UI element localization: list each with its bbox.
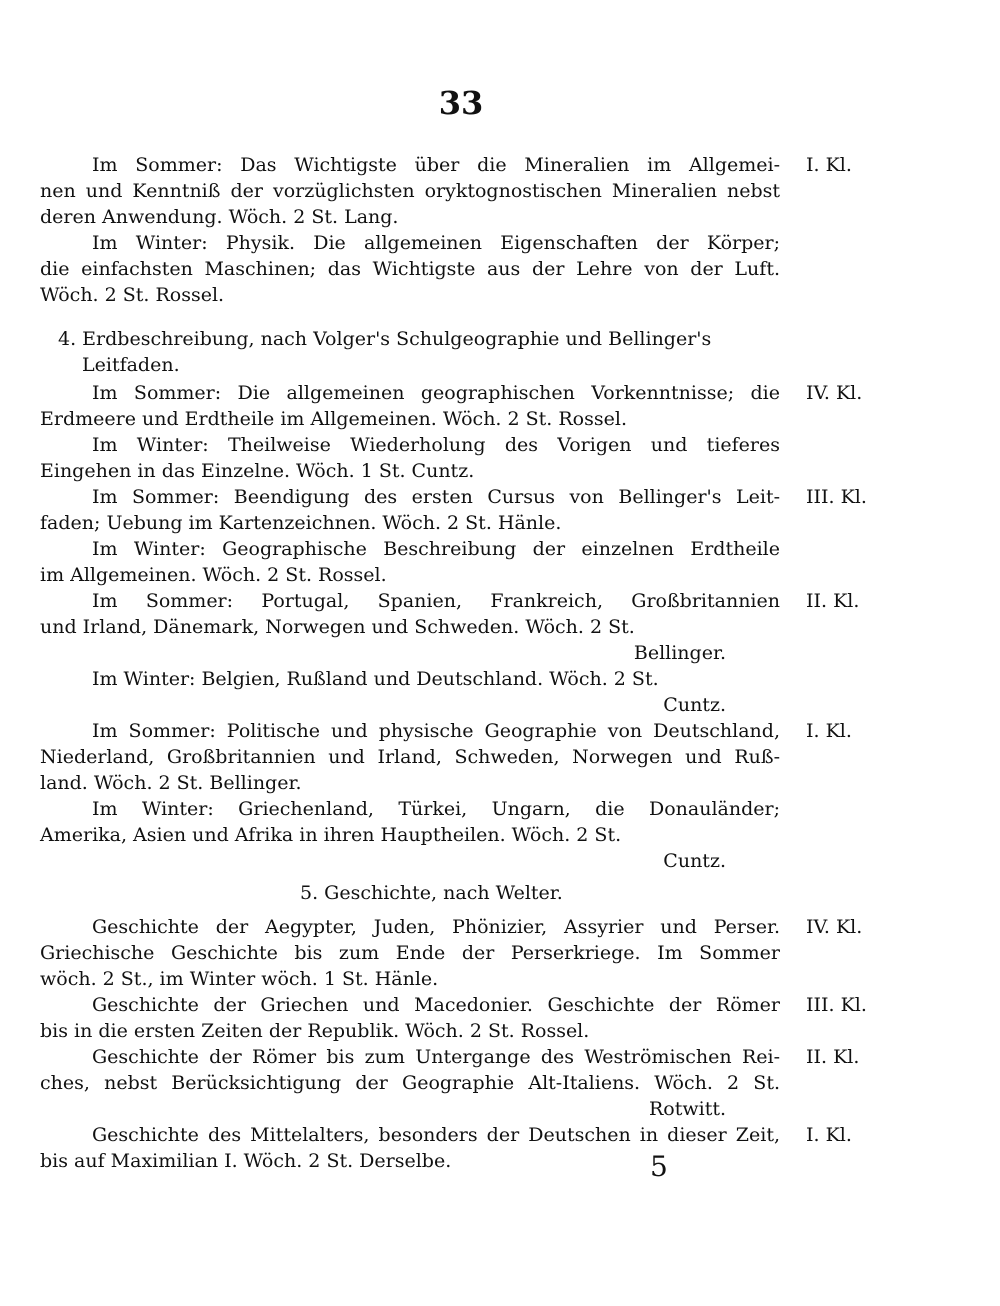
text-line: nen und Kenntniß der vorzüglichsten oryktognostischen Mineralien nebst <box>40 180 780 202</box>
text-line: deren Anwendung. Wöch. 2 St. Lang. <box>40 206 399 228</box>
text-line: im Allgemeinen. Wöch. 2 St. Rossel. <box>40 564 387 586</box>
text-line: Im Sommer: Politische und physische Geographie von Deutschland, <box>92 720 780 742</box>
text-line: Im Winter: Geographische Beschreibung der einzelnen Erdtheile <box>92 538 780 560</box>
text-line: Geschichte des Mittelalters, besonders der Deutschen in dieser Zeit, <box>92 1124 780 1146</box>
text-line: Im Sommer: Beendigung des ersten Cursus von Bellinger's Leit- <box>92 486 780 508</box>
class-label: IV. Kl. <box>806 382 863 404</box>
text-line: Im Winter: Theilweise Wiederholung des Vorigen und tieferes <box>92 434 780 456</box>
text-line: Wöch. 2 St. Rossel. <box>40 284 225 306</box>
text-line: Rotwitt. <box>648 1098 726 1120</box>
text-line: Eingehen in das Einzelne. Wöch. 1 St. Cuntz. <box>40 460 475 482</box>
section-heading-continued: Leitfaden. <box>82 354 180 376</box>
text-line: bis in die ersten Zeiten der Republik. Wöch. 2 St. Rossel. <box>40 1020 590 1042</box>
class-label: I. Kl. <box>806 154 852 176</box>
text-line: Bellinger. <box>633 642 726 664</box>
text-line: Geschichte der Aegypter, Juden, Phönizier, Assyrier und Perser. <box>92 916 780 938</box>
class-label: II. Kl. <box>806 590 860 612</box>
section-heading: 5. Geschichte, nach Welter. <box>300 882 563 904</box>
text-line: Im Sommer: Portugal, Spanien, Frankreich, Großbritannien <box>92 590 780 612</box>
class-label: III. Kl. <box>806 994 867 1016</box>
text-line: Im Winter: Griechenland, Türkei, Ungarn, die Donauländer; <box>92 798 780 820</box>
text-line: ches, nebst Berücksichtigung der Geographie Alt-Italiens. Wöch. 2 St. <box>40 1072 780 1094</box>
page-number: 33 <box>438 84 484 122</box>
class-label: III. Kl. <box>806 486 867 508</box>
text-line: bis auf Maximilian I. Wöch. 2 St. Derselbe. <box>40 1150 452 1172</box>
text-line: Cuntz. <box>663 850 726 872</box>
text-line: Im Sommer: Das Wichtigste über die Mineralien im Allgemei- <box>92 154 780 176</box>
text-line: land. Wöch. 2 St. Bellinger. <box>40 772 302 794</box>
text-line: wöch. 2 St., im Winter wöch. 1 St. Hänle. <box>40 968 439 990</box>
text-line: Niederland, Großbritannien und Irland, Schweden, Norwegen und Ruß- <box>40 746 780 768</box>
class-label: II. Kl. <box>806 1046 860 1068</box>
text-line: Geschichte der Griechen und Macedonier. Geschichte der Römer <box>92 994 780 1016</box>
text-line: Im Sommer: Die allgemeinen geographischen Vorkenntnisse; die <box>92 382 780 404</box>
section-heading: 4. Erdbeschreibung, nach Volger's Schulgeographie und Bellinger's <box>58 328 712 350</box>
class-label: I. Kl. <box>806 1124 852 1146</box>
text-line: Im Winter: Physik. Die allgemeinen Eigenschaften der Körper; <box>92 232 780 254</box>
text-line: Griechische Geschichte bis zum Ende der Perserkriege. Im Sommer <box>40 942 780 964</box>
class-label: I. Kl. <box>806 720 852 742</box>
text-line: und Irland, Dänemark, Norwegen und Schweden. Wöch. 2 St. <box>40 616 635 638</box>
text-line: Amerika, Asien und Afrika in ihren Hauptheilen. Wöch. 2 St. <box>40 824 622 846</box>
signature-mark: 5 <box>650 1150 668 1183</box>
text-line: Cuntz. <box>663 694 726 716</box>
text-line: Erdmeere und Erdtheile im Allgemeinen. Wöch. 2 St. Rossel. <box>40 408 627 430</box>
text-line: Geschichte der Römer bis zum Untergange des Weströmischen Rei- <box>92 1046 780 1068</box>
text-line: faden; Uebung im Kartenzeichnen. Wöch. 2 St. Hänle. <box>40 512 562 534</box>
text-line: Im Winter: Belgien, Rußland und Deutschland. Wöch. 2 St. <box>92 668 659 690</box>
class-label: IV. Kl. <box>806 916 863 938</box>
text-line: die einfachsten Maschinen; das Wichtigste aus der Lehre von der Luft. <box>40 258 780 280</box>
